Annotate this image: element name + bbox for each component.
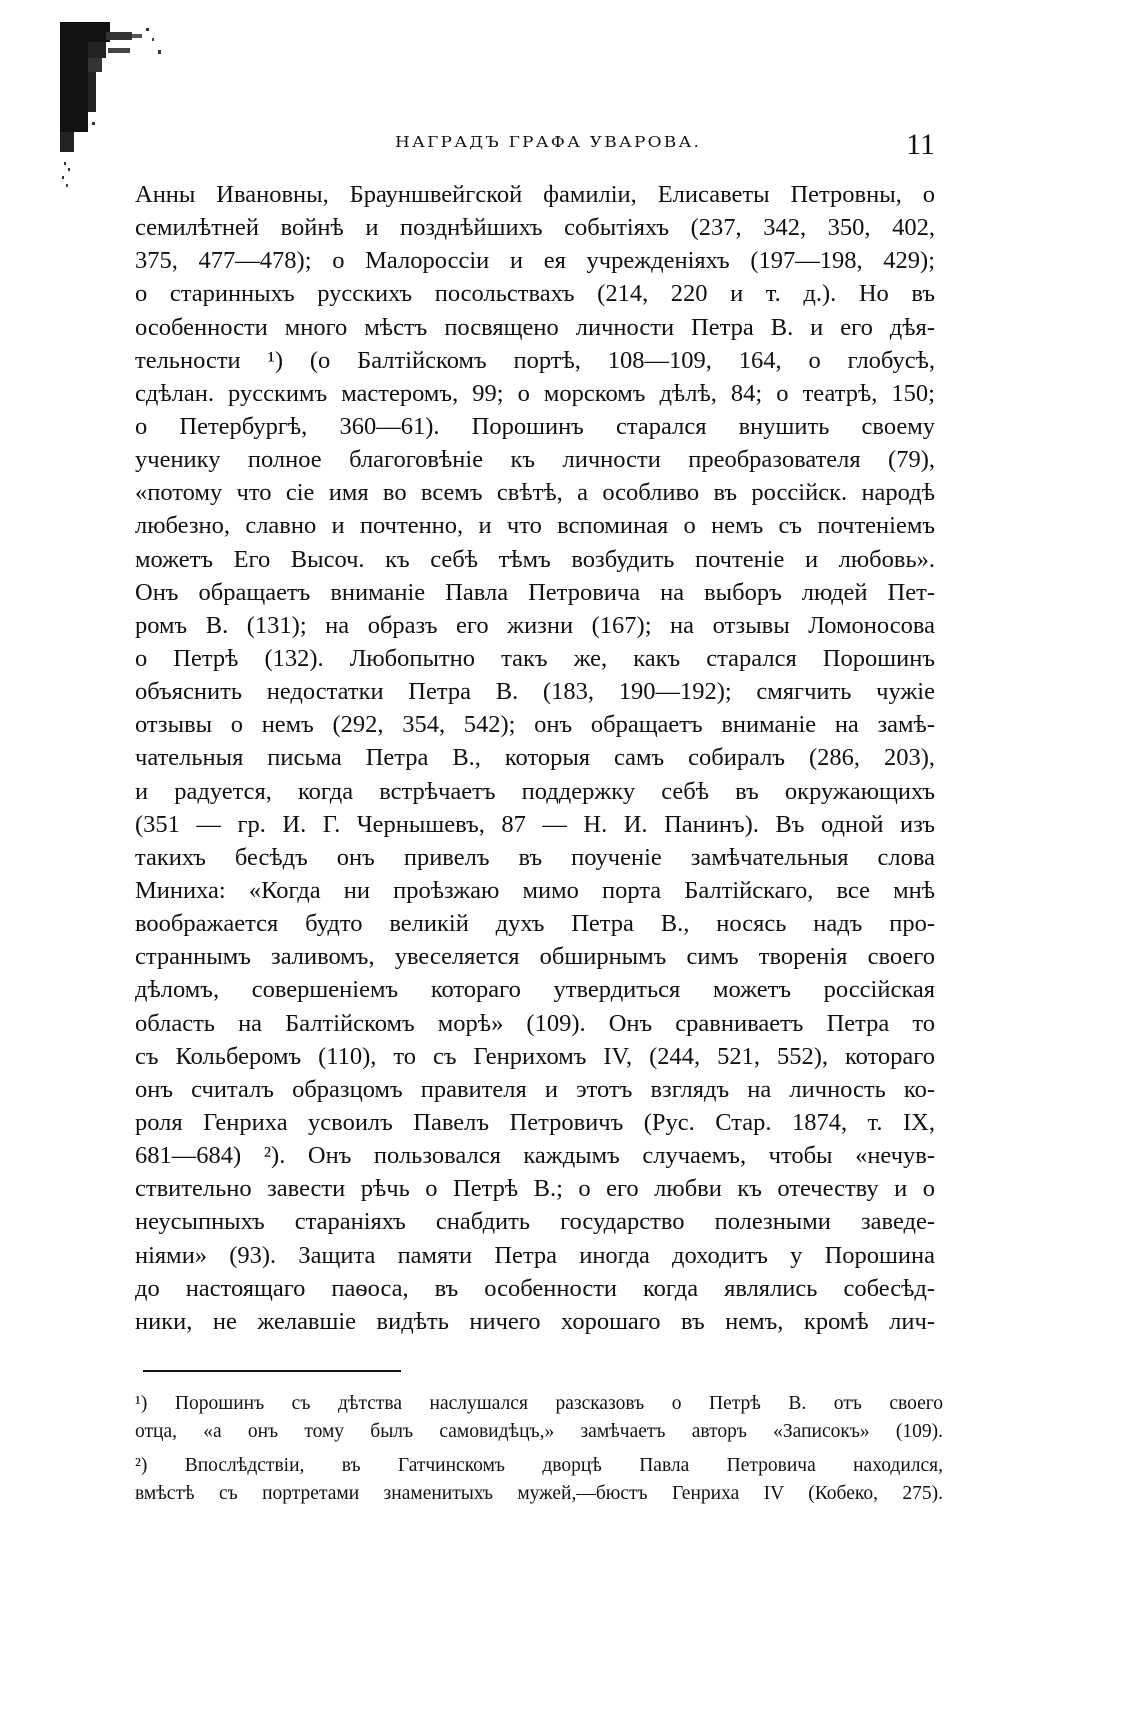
text-line: Анны Ивановны, Брауншвейгской фамиліи, Елисаветы Петровны, о	[135, 181, 935, 208]
text-line: чательныя письма Петра В., которыя самъ собиралъ (286, 203),	[135, 744, 935, 772]
text-line: воображается будто великій духъ Петра В., носясь надъ про-	[135, 910, 935, 938]
text-line: объяснить недостатки Петра В. (183, 190—192); смягчить чужіе	[135, 678, 935, 706]
text-line: 681—684) ²). Онъ пользовался каждымъ случаемъ, чтобы «нечув-	[135, 1142, 935, 1170]
running-head	[135, 128, 935, 168]
text-line: дѣломъ, совершеніемъ котораго утвердиться можетъ россійская	[135, 976, 935, 1004]
text-line: Онъ обращаетъ вниманіе Павла Петровича на выборъ людей Пет-	[135, 578, 935, 606]
text-line: семилѣтней войнѣ и позднѣйшихъ событіяхъ (237, 342, 350, 402,	[135, 214, 935, 242]
text-line: съ Кольберомъ (110), то съ Генрихомъ IV, (244, 521, 552), котораго	[135, 1042, 935, 1070]
text-line: «потому что сіе имя во всемъ свѣтѣ, а особливо въ россійск. народѣ	[135, 479, 935, 507]
text-line: о Петрѣ (132). Любопытно такъ же, какъ старался Порошинъ	[135, 644, 935, 672]
text-line: страннымъ заливомъ, увеселяется обширнымъ симъ творенія своего	[135, 943, 935, 971]
footnote-line: ²) Впослѣдствіи, въ Гатчинскомъ дворцѣ Павла Петровича находился,	[135, 1455, 943, 1476]
text-line: ствительно завести рѣчь о Петрѣ В.; о его любви къ отечеству и о	[135, 1175, 935, 1203]
footnotes	[135, 1390, 943, 1508]
text-line: такихъ бесѣдъ онъ привелъ въ поученіе замѣчательныя слова	[135, 843, 935, 871]
body-text	[135, 178, 935, 1338]
text-line: сдѣлан. русскимъ мастеромъ, 99; о морскомъ дѣлѣ, 84; о театрѣ, 150;	[135, 379, 935, 407]
text-line: ніями» (93). Защита памяти Петра иногда доходитъ у Порошина	[135, 1241, 935, 1269]
text-line: особенности много мѣстъ посвящено личности Петра В. и его дѣя-	[135, 313, 935, 341]
running-title: НАГРАДЪ ГРАФА УВАРОВА.	[395, 134, 702, 152]
text-line: можетъ Его Высоч. къ себѣ тѣмъ возбудить почтеніе и любовь».	[135, 545, 935, 573]
text-line: (351 — гр. И. Г. Чернышевъ, 87 — Н. И. Панинъ). Въ одной изъ	[135, 810, 935, 838]
text-line: роля Генриха усвоилъ Павелъ Петровичъ (Рус. Стар. 1874, т. IX,	[135, 1108, 935, 1136]
text-line: неусыпныхъ стараніяхъ снабдить государство полезными заведе-	[135, 1208, 935, 1236]
text-line: ромъ В. (131); на образъ его жизни (167); на отзывы Ломоносова	[135, 611, 935, 639]
text-line: ученику полное благоговѣніе къ личности преобразователя (79),	[135, 446, 935, 474]
text-line: о старинныхъ русскихъ посольствахъ (214, 220 и т. д.). Но въ	[135, 280, 935, 308]
footnote-line: вмѣстѣ съ портретами знаменитыхъ мужей,—бюстъ Генриха IV (Кобеко, 275).	[135, 1483, 943, 1504]
text-line: любезно, славно и почтенно, и что вспоминая о немъ съ почтеніемъ	[135, 512, 935, 540]
text-line: область на Балтійскомъ морѣ» (109). Онъ сравниваетъ Петра то	[135, 1009, 935, 1037]
text-line: ники, не желавшіе видѣть ничего хорошаго въ немъ, кромѣ лич-	[135, 1307, 935, 1335]
text-line: отзывы о немъ (292, 354, 542); онъ обращаетъ вниманіе на замѣ-	[135, 711, 935, 739]
text-line: до настоящаго паѳоса, въ особенности когда являлись собесѣд-	[135, 1274, 935, 1302]
page-number: 11	[906, 128, 935, 161]
text-line: Миниха: «Когда ни проѣзжаю мимо порта Балтійскаго, все мнѣ	[135, 876, 935, 904]
text-line: о Петербургѣ, 360—61). Порошинъ старался внушить своему	[135, 412, 935, 440]
footnote-rule	[143, 1370, 401, 1372]
text-line: тельности ¹) (о Балтійскомъ портѣ, 108—109, 164, о глобусѣ,	[135, 346, 935, 374]
footnote-line: отца, «а онъ тому былъ самовидѣцъ,» замѣчаетъ авторъ «Записокъ» (109).	[135, 1421, 943, 1442]
text-line: онъ считалъ образцомъ правителя и этотъ взглядъ на личность ко-	[135, 1075, 935, 1103]
text-line: 375, 477—478); о Малороссіи и ея учрежденіяхъ (197—198, 429);	[135, 247, 935, 275]
footnote-line: ¹) Порошинъ съ дѣтства наслушался разсказовъ о Петрѣ В. отъ своего	[135, 1393, 943, 1414]
text-line: и радуется, когда встрѣчаетъ поддержку себѣ въ окружающихъ	[135, 777, 935, 805]
